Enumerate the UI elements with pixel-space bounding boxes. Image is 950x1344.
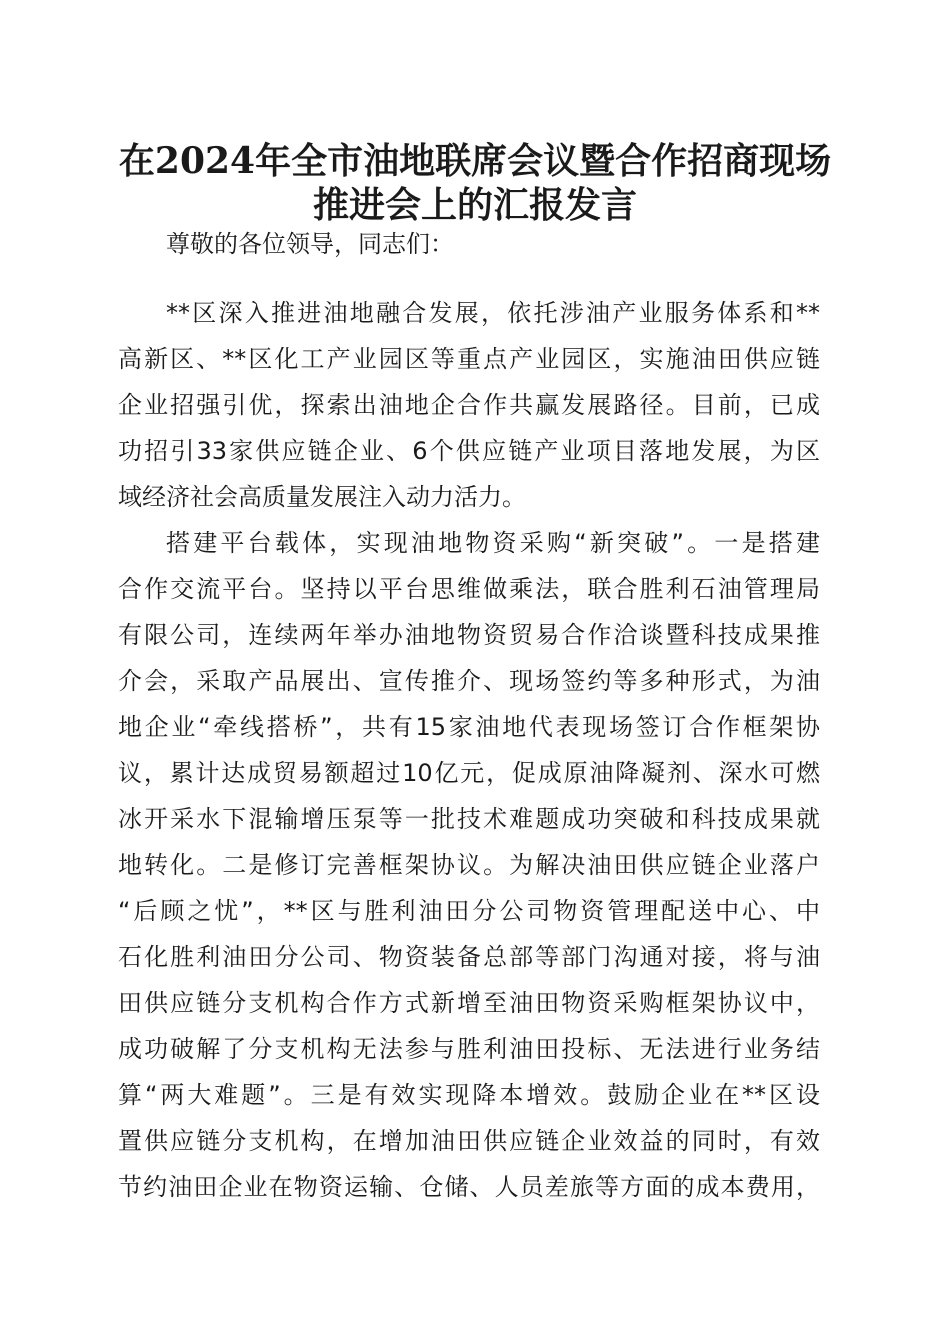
paragraph-line: 冰开采水下混输增压泵等一批技术难题成功突破和科技成果就: [118, 805, 820, 833]
paragraph-line: 成功破解了分支机构无法参与胜利油田投标、无法进行业务结: [118, 1035, 820, 1063]
paragraph-line: 算“两大难题”。三是有效实现降本增效。鼓励企业在**区设: [118, 1081, 820, 1109]
paragraph-line: 企业招强引优，探索出油地企合作共赢发展路径。目前，已成: [118, 391, 820, 419]
paragraph-line: 地企业“牵线搭桥”，共有15家油地代表现场签订合作框架协: [118, 713, 820, 741]
paragraph-line: **区深入推进油地融合发展，依托涉油产业服务体系和**: [166, 299, 820, 327]
paragraph-line: 置供应链分支机构，在增加油田供应链企业效益的同时，有效: [118, 1127, 820, 1155]
paragraph-line: 高新区、**区化工产业园区等重点产业园区，实施油田供应链: [118, 345, 820, 373]
paragraph-line: 有限公司，连续两年举办油地物资贸易合作洽谈暨科技成果推: [118, 621, 820, 649]
paragraph-line: 介会，采取产品展出、宣传推介、现场签约等多种形式，为油: [118, 667, 820, 695]
document-title-line-1: 在2024年全市油地联席会议暨合作招商现场: [118, 140, 832, 182]
paragraph-line: 节约油田企业在物资运输、仓储、人员差旅等方面的成本费用，: [118, 1173, 820, 1201]
salutation: 尊敬的各位领导，同志们：: [166, 230, 454, 258]
paragraph-line: 合作交流平台。坚持以平台思维做乘法，联合胜利石油管理局: [118, 575, 820, 603]
paragraph-line: 田供应链分支机构合作方式新增至油田物资采购框架协议中，: [118, 989, 820, 1017]
paragraph-line: “后顾之忧”，**区与胜利油田分公司物资管理配送中心、中: [118, 897, 820, 925]
paragraph-line: 议，累计达成贸易额超过10亿元，促成原油降凝剂、深水可燃: [118, 759, 820, 787]
paragraph-line: 地转化。二是修订完善框架协议。为解决油田供应链企业落户: [118, 851, 820, 879]
paragraph-line: 域经济社会高质量发展注入动力活力。: [118, 483, 526, 511]
document-title-line-2: 推进会上的汇报发言: [312, 184, 637, 226]
paragraph-line: 功招引33家供应链企业、6个供应链产业项目落地发展，为区: [118, 437, 820, 465]
paragraph-line: 石化胜利油田分公司、物资装备总部等部门沟通对接，将与油: [118, 943, 820, 971]
paragraph-line: 搭建平台载体，实现油地物资采购“新突破”。一是搭建: [166, 529, 820, 557]
